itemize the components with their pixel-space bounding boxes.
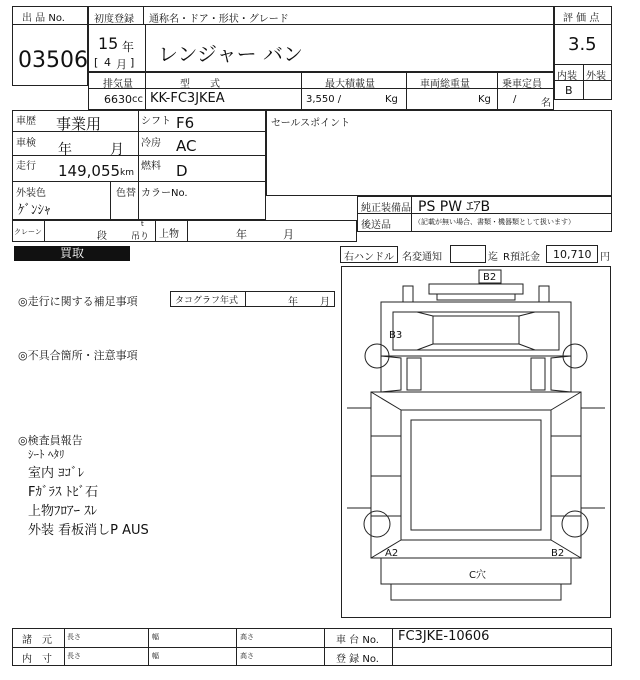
recycle-value: 10,710	[553, 248, 592, 261]
history-value: 事業用	[56, 115, 102, 133]
notice-label: 迄	[488, 252, 498, 263]
fuel-label: 燃料	[141, 161, 161, 172]
interior-label: 内装	[557, 71, 577, 82]
aftermarket-label: 後送品	[361, 220, 391, 231]
mark-cab: B3	[389, 330, 403, 341]
mark-front: B2	[483, 272, 497, 283]
crane-hook-unit: 吊り	[131, 232, 150, 242]
crane-ton-unit: t	[141, 220, 144, 228]
capacity-unit: 名	[541, 98, 551, 109]
body-label: 上物	[159, 229, 179, 240]
height-label: 高さ	[240, 633, 254, 641]
tachograph-year-unit: 年	[288, 297, 298, 308]
steering-value: 右ハンドル	[344, 252, 394, 263]
inspector-line: 外装 看板消しP AUS	[28, 523, 149, 538]
registration-label: 登 録 No.	[336, 654, 379, 665]
length-label: 長さ	[67, 633, 81, 641]
color-change-label: 色替	[116, 188, 136, 199]
name-change-label: 名変通知	[402, 252, 442, 263]
lot-number: 03506	[18, 48, 88, 73]
body-month-unit: 月	[283, 228, 294, 241]
capacity-slash: /	[513, 94, 517, 105]
first-reg-year-unit: 年	[122, 40, 135, 54]
ac-label: 冷房	[141, 138, 161, 149]
truck-outline-diagram	[341, 266, 611, 618]
fuel-value: D	[176, 162, 188, 180]
first-reg-month: 4	[104, 56, 111, 69]
name-change-box	[450, 245, 486, 263]
max-load-unit: Kg	[385, 94, 398, 105]
exterior-label: 外装	[586, 71, 606, 82]
chassis-label: 車 台 No.	[336, 635, 379, 646]
inspector-line: 上物ﾌﾛｱｰ ｽﾚ	[28, 504, 98, 519]
first-reg-month-unit: 月	[116, 58, 127, 71]
inspection-year-unit: 年	[58, 142, 72, 158]
chassis-number: FC3JKE-10606	[398, 629, 490, 644]
interior-height-label: 高さ	[240, 652, 254, 660]
tachograph-label: タコグラフ年式	[175, 296, 239, 306]
inspector-line: ｼｰﾄ ﾍﾀﾘ	[28, 448, 65, 461]
model-code-label: 型 式	[180, 79, 220, 90]
inspector-line: 室内 ﾖｺﾞﾚ	[28, 466, 85, 481]
displacement-label: 排気量	[103, 79, 133, 90]
driving-notes-label: ◎走行に関する補足事項	[18, 295, 138, 308]
purchase-badge	[14, 246, 130, 261]
color-label: 外装色	[16, 188, 46, 199]
name-label: 通称名・ドア・形状・グレード	[149, 14, 289, 25]
max-load-value: 3,550 /	[306, 94, 342, 105]
interior-dims-label: 内 寸	[22, 654, 52, 665]
defects-label: ◎不具合箇所・注意事項	[18, 349, 138, 362]
lot-label: 出 品 No.	[22, 13, 65, 24]
aftermarket-note: （記載が無い場合、書類・機器類として扱います）	[414, 218, 575, 226]
max-load-label: 最大積載量	[325, 79, 375, 90]
model-code: KK-FC3JKEA	[150, 91, 225, 106]
recycle-unit: 円	[600, 252, 610, 263]
displacement-value: 6630	[104, 93, 132, 106]
sales-point-label: セールスポイント	[271, 118, 351, 129]
gross-weight-label: 車両総重量	[420, 79, 470, 90]
inspection-label: 車検	[16, 138, 36, 149]
body-year-unit: 年	[236, 228, 247, 241]
score-value: 3.5	[568, 34, 597, 55]
mark-rear-left: A2	[385, 548, 399, 559]
interior-length-label: 長さ	[67, 652, 81, 660]
gross-weight-unit: Kg	[478, 94, 491, 105]
purchase-label: 買取	[59, 246, 84, 260]
history-label: 車歴	[16, 116, 36, 127]
crane-stage-unit: 段	[97, 231, 107, 242]
inspector-line: Fｶﾞﾗｽ ﾄﾋﾞ石	[28, 485, 99, 500]
first-reg-month-bracket: [	[94, 56, 99, 69]
mark-rear: C穴	[469, 570, 486, 581]
dims-label: 諸 元	[22, 635, 52, 646]
displacement-unit: cc	[132, 94, 143, 105]
mileage-label: 走行	[16, 161, 36, 172]
width-label: 幅	[152, 633, 159, 641]
mileage-unit: km	[120, 168, 134, 178]
inspector-label: ◎検査員報告	[18, 434, 83, 447]
recycle-label: R預託金	[503, 252, 540, 263]
mark-rear-right: B2	[551, 548, 565, 559]
color-value: ｹﾞﾝｼｬ	[18, 203, 51, 218]
first-reg-year: 15	[98, 34, 119, 53]
model-name: レンジャー バン	[158, 42, 303, 66]
shift-label: シフト	[141, 116, 171, 127]
interior-grade: B	[565, 84, 573, 97]
ac-value: AC	[176, 137, 197, 155]
equipment-value: PS PW ｴｱB	[418, 199, 491, 215]
interior-width-label: 幅	[152, 652, 159, 660]
mileage-value: 149,055	[58, 162, 121, 180]
color-code-label: カラーNo.	[141, 188, 188, 199]
inspection-month-unit: 月	[110, 142, 124, 158]
score-label: 評 価 点	[563, 13, 600, 24]
shift-value: F6	[176, 114, 195, 132]
crane-row	[12, 220, 357, 242]
tachograph-month-unit: 月	[320, 297, 330, 308]
crane-label: クレーン	[14, 228, 42, 236]
equipment-label: 純正装備品	[361, 203, 411, 214]
first-reg-label: 初度登録	[94, 14, 134, 25]
capacity-label: 乗車定員	[502, 79, 542, 90]
